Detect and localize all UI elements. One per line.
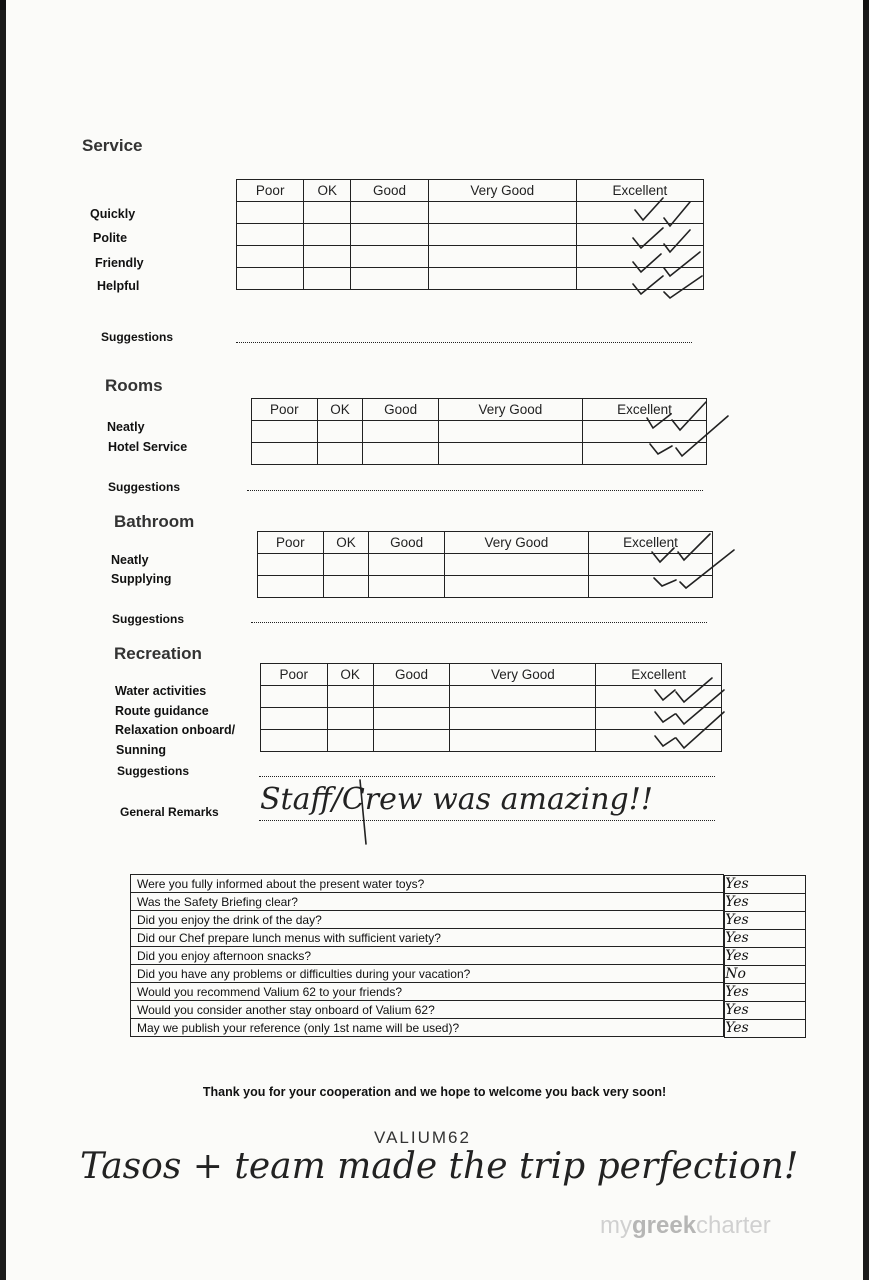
general-remarks-label: General Remarks bbox=[120, 805, 219, 819]
row-label-helpful: Helpful bbox=[97, 279, 140, 293]
question-text: Did you enjoy afternoon snacks? bbox=[131, 947, 724, 965]
question-text: May we publish your reference (only 1st name will be used)? bbox=[131, 1019, 724, 1037]
row-label-route-guidance: Route guidance bbox=[115, 704, 209, 718]
col-good: Good bbox=[363, 399, 439, 421]
checkmark-icon bbox=[633, 228, 690, 252]
answer-cell[interactable]: Yes bbox=[724, 875, 806, 894]
question-text: Did our Chef prepare lunch menus with sufficient variety? bbox=[131, 929, 724, 947]
checkmark-icon bbox=[633, 252, 700, 276]
question-text: Would you recommend Valium 62 to your friends? bbox=[131, 983, 724, 1001]
row-label-sunning: Sunning bbox=[116, 743, 166, 757]
section-title-recreation: Recreation bbox=[114, 644, 202, 663]
col-very-good: Very Good bbox=[438, 399, 582, 421]
col-ok: OK bbox=[323, 532, 369, 554]
checkmark-icon bbox=[655, 690, 724, 724]
col-excellent: Excellent bbox=[582, 399, 706, 421]
suggestions-label-service: Suggestions bbox=[101, 330, 174, 344]
suggestions-label-recreation: Suggestions bbox=[117, 764, 190, 778]
answer-cell[interactable]: Yes bbox=[724, 947, 806, 966]
answer-cell[interactable]: Yes bbox=[724, 1001, 806, 1020]
col-poor: Poor bbox=[252, 399, 318, 421]
answer-cell[interactable]: Yes bbox=[724, 911, 806, 930]
section-title-bathroom: Bathroom bbox=[114, 512, 195, 531]
row-label-polite: Polite bbox=[93, 231, 128, 245]
col-very-good: Very Good bbox=[444, 532, 588, 554]
general-remarks-handwriting: Staff/Crew was amazing!! bbox=[260, 782, 653, 817]
col-poor: Poor bbox=[237, 180, 304, 202]
col-very-good: Very Good bbox=[450, 664, 596, 686]
row-label-hotel-service: Hotel Service bbox=[108, 440, 188, 454]
watermark-part: charter bbox=[696, 1212, 771, 1239]
col-ok: OK bbox=[327, 664, 373, 686]
row-label-friendly: Friendly bbox=[95, 256, 144, 270]
checkmark-icon bbox=[652, 534, 710, 562]
col-good: Good bbox=[373, 664, 450, 686]
col-excellent: Excellent bbox=[596, 664, 722, 686]
suggestions-label-rooms: Suggestions bbox=[108, 480, 181, 494]
suggestions-label-bathroom: Suggestions bbox=[112, 612, 185, 626]
watermark-part: greek bbox=[632, 1212, 697, 1239]
checkmark-icon bbox=[635, 198, 690, 226]
row-label-relaxation: Relaxation onboard/ bbox=[115, 723, 236, 737]
col-poor: Poor bbox=[258, 532, 324, 554]
col-ok: OK bbox=[304, 180, 351, 202]
thank-you-message: Thank you for your cooperation and we hope to welcome you back very soon! bbox=[202, 1085, 667, 1099]
section-title-service: Service bbox=[82, 136, 143, 155]
checkmark-icon bbox=[633, 276, 702, 298]
answer-cell[interactable]: No bbox=[724, 965, 806, 984]
checkmark-icon bbox=[647, 402, 706, 430]
col-excellent: Excellent bbox=[588, 532, 712, 554]
col-very-good: Very Good bbox=[428, 180, 576, 202]
question-text: Did you have any problems or difficulties during your vacation? bbox=[131, 965, 724, 983]
question-text: Did you enjoy the drink of the day? bbox=[131, 911, 724, 929]
col-ok: OK bbox=[317, 399, 363, 421]
answer-cell[interactable]: Yes bbox=[724, 1019, 806, 1038]
row-label-neatly: Neatly bbox=[107, 420, 145, 434]
answer-cell[interactable]: Yes bbox=[724, 893, 806, 912]
col-good: Good bbox=[369, 532, 445, 554]
footer-handwriting: Tasos + team made the trip perfection! bbox=[80, 1146, 799, 1187]
col-good: Good bbox=[351, 180, 429, 202]
answer-cell[interactable]: Yes bbox=[724, 929, 806, 948]
question-text: Was the Safety Briefing clear? bbox=[131, 893, 724, 911]
row-label-neatly: Neatly bbox=[111, 553, 149, 567]
question-text: Would you consider another stay onboard of Valium 62? bbox=[131, 1001, 724, 1019]
row-label-water-activities: Water activities bbox=[115, 684, 207, 698]
handwritten-slash-icon bbox=[360, 780, 366, 844]
checkmark-icon bbox=[655, 678, 712, 702]
col-poor: Poor bbox=[261, 664, 328, 686]
checkmark-icon bbox=[655, 712, 724, 748]
row-label-supplying: Supplying bbox=[111, 572, 172, 586]
answer-cell[interactable]: Yes bbox=[724, 983, 806, 1002]
col-excellent: Excellent bbox=[576, 180, 703, 202]
valium62-logo: VALIUM62 bbox=[374, 1128, 471, 1147]
row-label-quickly: Quickly bbox=[90, 207, 136, 221]
question-text: Were you fully informed about the present water toys? bbox=[131, 875, 724, 893]
section-title-rooms: Rooms bbox=[105, 376, 163, 395]
watermark-part: my bbox=[600, 1212, 632, 1239]
